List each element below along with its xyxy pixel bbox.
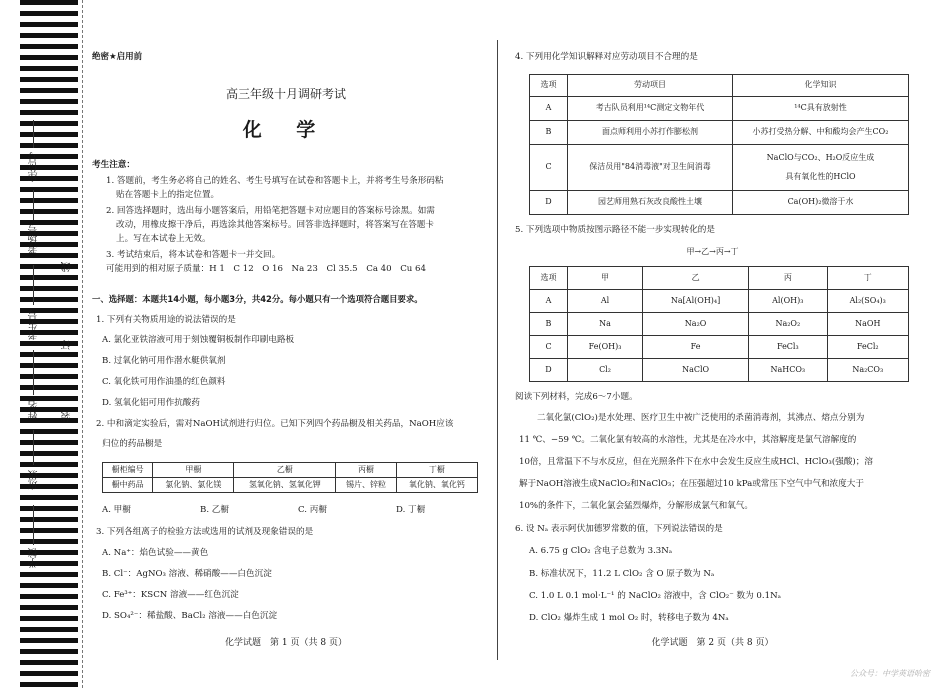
table-cell: 甲橱 xyxy=(153,463,234,478)
q3-option: D. SO₄²⁻：稀盐酸、BaCl₂ 溶液——白色沉淀 xyxy=(102,611,278,621)
q5-table xyxy=(529,266,909,382)
table-cell: 保洁员用"84消毒液"对卫生间消毒 xyxy=(568,145,733,191)
id-label: 考生号 xyxy=(29,310,40,340)
class-rule xyxy=(33,430,34,465)
name-rule xyxy=(33,350,34,395)
q4-stem: 4. 下列用化学知识解释对应劳动项目不合理的是 xyxy=(515,52,698,62)
table-cell: Na₂CO₃ xyxy=(827,359,908,382)
table-cell: 橱中药品 xyxy=(103,478,153,493)
page-footer: 化学试题 第 2 页（共 8 页） xyxy=(651,638,774,648)
page-footer: 化学试题 第 1 页（共 8 页） xyxy=(225,638,347,648)
material-line: 解于NaOH溶液生成NaClO₂和NaClO₃；在压强超过10 kPa或常压下空气中气和浓度大于 xyxy=(519,479,864,489)
table-header: 丙 xyxy=(749,267,827,290)
table-cell: 面点师利用小苏打作膨松剂 xyxy=(568,121,733,145)
table-cell: Fe(OH)₃ xyxy=(568,336,643,359)
table-cell: 氢氧化钠、氢氧化钾 xyxy=(234,478,336,493)
id-rule xyxy=(33,265,34,305)
q5-stem: 5. 下列选项中物质按图示路径不能一步实现转化的是 xyxy=(515,225,715,235)
table-cell: 橱柜编号 xyxy=(103,463,153,478)
table-cell: 小苏打受热分解、中和酸均会产生CO₂ xyxy=(733,121,909,145)
table-cell: Na₂O xyxy=(643,313,749,336)
table-cell: NaOH xyxy=(827,313,908,336)
cut-ding-mark: 订 xyxy=(62,340,73,350)
secret-mark: 绝密★启用前 xyxy=(92,52,143,62)
watermark: 公众号：中学英语哈密 xyxy=(850,669,930,678)
table-header: 化学知识 xyxy=(733,75,909,97)
q3-option: A. Na⁺：焰色试验——黄色 xyxy=(102,548,209,558)
table-cell: ¹⁴C具有放射性 xyxy=(733,97,909,121)
table-cell: 氧化钠、氧化钙 xyxy=(396,478,477,493)
room-label: 考场号 xyxy=(29,224,40,254)
page-2 xyxy=(515,0,910,688)
table-cell: NaHCO₃ xyxy=(749,359,827,382)
page-1 xyxy=(92,0,480,688)
notice-line: 上。写在本试卷上无效。 xyxy=(116,234,211,244)
exam-title: 高三年级十月调研考试 xyxy=(225,87,346,101)
q2-option: A. 甲橱 xyxy=(102,505,131,515)
q4-table xyxy=(529,74,909,215)
table-cell: B xyxy=(530,121,568,145)
notice-line: 2. 回答选择题时，选出每小题答案后，用铅笔把答题卡对应题目的答案标号涂黑。如需 xyxy=(106,206,435,216)
table-header: 劳动项目 xyxy=(568,75,733,97)
section-heading: 一、选择题：本题共14小题，每小题3分，共42分。每小题只有一个选项符合题目要求。 xyxy=(92,294,423,304)
q3-stem: 3. 下列各组离子的检验方法或选用的试剂及现象错误的是 xyxy=(96,527,314,537)
table-cell: 丁橱 xyxy=(396,463,477,478)
material-line: 10倍，且常温下不与水反应，但在光照条件下在水中会发生反应生成HCl、HClO₃(强酸)；溶 xyxy=(519,457,873,467)
seat-rule xyxy=(33,120,34,148)
table-cell: Na xyxy=(568,313,643,336)
subject-title: 化 学 xyxy=(242,119,330,141)
cell-line: 具有氧化性的HClO xyxy=(785,171,856,181)
q1-option: B. 过氧化钠可用作潜水艇供氧剂 xyxy=(102,356,226,366)
table-cell: Cl₂ xyxy=(568,359,643,382)
notice-line: 贴在答题卡上的指定位置。 xyxy=(116,190,220,200)
table-cell-multiline xyxy=(733,145,909,191)
q1-option: C. 氧化铁可用作油墨的红色颜料 xyxy=(102,377,226,387)
column-divider xyxy=(497,40,498,660)
q1-option: A. 氯化亚铁溶液可用于刻蚀覆铜板制作印刷电路板 xyxy=(102,335,295,345)
cut-zhuang-mark: 装 xyxy=(62,412,73,422)
table-cell: 锡片、锌粒 xyxy=(336,478,397,493)
table-cell: 考古队员利用¹⁴C测定文物年代 xyxy=(568,97,733,121)
seat-label: 座位号 xyxy=(29,152,40,182)
notice-line: 改动，用橡皮擦干净后，再选涂其他答案标号。回答非选择题时，将答案写在答题卡 xyxy=(116,220,434,230)
material-line: 二氧化氯(ClO₂)是水处理、医疗卫生中被广泛使用的杀菌消毒剂，其沸点、熔点分别为 xyxy=(537,413,865,423)
q2-option: C. 丙橱 xyxy=(298,505,327,515)
notice-title: 考生注意： xyxy=(92,160,135,170)
room-rule xyxy=(33,190,34,220)
table-cell: C xyxy=(530,145,568,191)
material-line: 10%的条件下，二氧化氯会猛烈爆炸，分解形成氯气和氧气。 xyxy=(519,501,753,511)
table-cell: Na[Al(OH)₄] xyxy=(643,290,749,313)
q6-option: C. 1.0 L 0.1 mol·L⁻¹ 的 NaClO₂ 溶液中，含 ClO₂⁻ 数为 0.1Nₐ xyxy=(529,591,781,601)
table-cell: Fe xyxy=(643,336,749,359)
q6-option: A. 6.75 g ClO₂ 含电子总数为 3.3Nₐ xyxy=(529,546,673,556)
cut-line-mark: 线 xyxy=(62,262,73,272)
table-cell: 氯化钠、氯化镁 xyxy=(153,478,234,493)
table-cell: A xyxy=(530,290,568,313)
table-cell: FeCl₃ xyxy=(749,336,827,359)
table-header: 乙 xyxy=(643,267,749,290)
table-header: 选项 xyxy=(530,267,568,290)
binding-line xyxy=(82,0,83,688)
table-cell: B xyxy=(530,313,568,336)
notice-line: 3. 考试结束后，将本试卷和答题卡一并交回。 xyxy=(106,250,281,260)
q2-table xyxy=(102,462,478,493)
table-cell: 丙橱 xyxy=(336,463,397,478)
table-cell: 园艺师用熟石灰改良酸性土壤 xyxy=(568,191,733,215)
table-cell: Al(OH)₃ xyxy=(749,290,827,313)
table-header: 丁 xyxy=(827,267,908,290)
q2-stem-cont: 归位的药品橱是 xyxy=(102,439,163,449)
table-cell: Na₂O₂ xyxy=(749,313,827,336)
table-cell: Al xyxy=(568,290,643,313)
q6-option: B. 标准状况下，11.2 L ClO₂ 含 O 原子数为 Nₐ xyxy=(529,569,715,579)
conversion-path: 甲→乙→丙→丁 xyxy=(686,247,739,256)
atomic-masses: 可能用到的相对原子质量：H 1 C 12 O 16 Na 23 Cl 35.5 Ca 40 Cu 64 xyxy=(106,264,426,274)
material-line: 11 ℃、−59 ℃。二氧化氯有较高的水溶性，尤其是在冷水中，其溶解度是氯气溶解度的 xyxy=(519,435,857,445)
table-cell: NaClO xyxy=(643,359,749,382)
school-label: 学校 xyxy=(29,548,40,568)
q1-stem: 1. 下列有关物质用途的说法错误的是 xyxy=(96,315,236,325)
q3-option: C. Fe³⁺：KSCN 溶液——红色沉淀 xyxy=(102,590,239,600)
name-label: 姓名 xyxy=(29,400,40,420)
cell-line: NaClO与CO₂、H₂O反应生成 xyxy=(766,152,875,162)
q2-option: B. 乙橱 xyxy=(200,505,229,515)
table-cell: D xyxy=(530,191,568,215)
q2-stem: 2. 中和滴定实验后，需对NaOH试剂进行归位。已知下列四个药品橱及相关药品，NaOH应该 xyxy=(96,419,454,429)
reading-intro: 阅读下列材料，完成6～7小题。 xyxy=(515,392,638,402)
q6-stem: 6. 设 Nₐ 表示阿伏加德罗常数的值，下列说法错误的是 xyxy=(515,524,723,534)
q3-option: B. Cl⁻：AgNO₃ 溶液、稀硝酸——白色沉淀 xyxy=(102,569,272,579)
q1-option: D. 氢氧化铝可用作抗酸药 xyxy=(102,398,200,408)
table-header: 选项 xyxy=(530,75,568,97)
notice-line: 1. 答题前，考生务必将自己的姓名、考生号填写在试卷和答题卡上，并将考生号条形码粘 xyxy=(106,176,444,186)
table-cell: Al₂(SO₄)₃ xyxy=(827,290,908,313)
table-cell: A xyxy=(530,97,568,121)
table-header: 甲 xyxy=(568,267,643,290)
table-cell: D xyxy=(530,359,568,382)
table-cell: C xyxy=(530,336,568,359)
table-cell: FeCl₂ xyxy=(827,336,908,359)
table-cell: Ca(OH)₂微溶于水 xyxy=(733,191,909,215)
class-label: 班级 xyxy=(29,470,40,490)
q2-option: D. 丁橱 xyxy=(396,505,426,515)
school-rule xyxy=(33,505,34,545)
table-cell: 乙橱 xyxy=(234,463,336,478)
q6-option: D. ClO₂ 爆炸生成 1 mol O₂ 时，转移电子数为 4Nₐ xyxy=(529,613,729,623)
